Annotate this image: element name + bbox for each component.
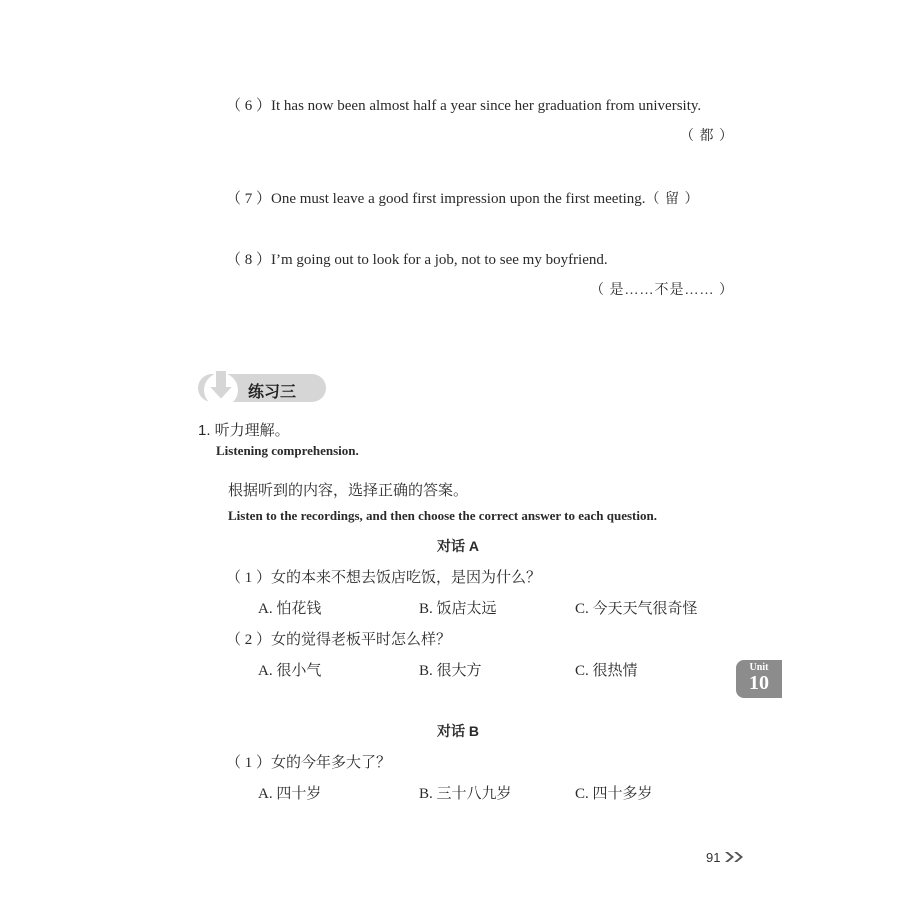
question-text: 女的本来不想去饭店吃饭，是因为什么？ [271, 570, 542, 586]
section-title: 练习三 [248, 384, 297, 401]
down-arrow-icon [198, 364, 244, 408]
question-text: 女的觉得老板平时怎么样？ [271, 632, 452, 648]
question-number: （ 7 ） [226, 191, 272, 207]
option-b: B. 很大方 [419, 663, 482, 679]
question-number: （ 1 ） [226, 755, 272, 771]
option-a: A. 很小气 [258, 663, 322, 679]
question-8-hint: （ 是……不是…… ） [590, 283, 734, 298]
question-number: （ 1 ） [226, 570, 272, 586]
question-number: （ 2 ） [226, 632, 272, 648]
dialogue-b-title: 对话 B [437, 723, 479, 739]
question-6-hint: （ 都 ） [680, 129, 734, 144]
option-c: C. 四十多岁 [575, 786, 653, 802]
option-a: A. 怕花钱 [258, 601, 322, 617]
dialogue-a-question-2 [226, 628, 451, 649]
task-heading: 1. 听力理解。 [198, 422, 290, 439]
unit-label: Unit [749, 662, 769, 673]
option-c: C. 很热情 [575, 663, 638, 679]
option-c: C. 今天天气很奇怪 [575, 601, 698, 617]
unit-number: 10 [749, 672, 769, 694]
question-8 [226, 248, 608, 269]
unit-tab [736, 660, 782, 698]
dialogue-a-question-1 [226, 566, 541, 587]
dialogue-b-question-1 [226, 751, 391, 772]
option-b: B. 饭店太远 [419, 601, 497, 617]
dialogue-a-title: 对话 A [437, 538, 479, 554]
question-text: 女的今年多大了？ [271, 755, 392, 771]
question-text: I’m going out to look for a job, not to see my boyfriend. [271, 252, 608, 268]
question-number: （ 6 ） [226, 98, 272, 114]
page-number: 91 [706, 850, 721, 865]
task-heading-en: Listening comprehension. [216, 443, 359, 458]
question-7-hint: （ 留 ） [645, 192, 700, 207]
option-a: A. 四十岁 [258, 786, 322, 802]
question-text: It has now been almost half a year since her graduation from university. [271, 98, 702, 114]
double-chevron-right-icon [724, 851, 746, 863]
question-7 [226, 187, 700, 208]
question-text: One must leave a good first impression upon the first meeting. [271, 191, 646, 207]
question-6 [226, 94, 701, 115]
task-instruction: 根据听到的内容，选择正确的答案。 [228, 482, 469, 499]
task-instruction-en: Listen to the recordings, and then choose the correct answer to each question. [228, 508, 657, 523]
question-number: （ 8 ） [226, 252, 272, 268]
option-b: B. 三十八九岁 [419, 786, 512, 802]
